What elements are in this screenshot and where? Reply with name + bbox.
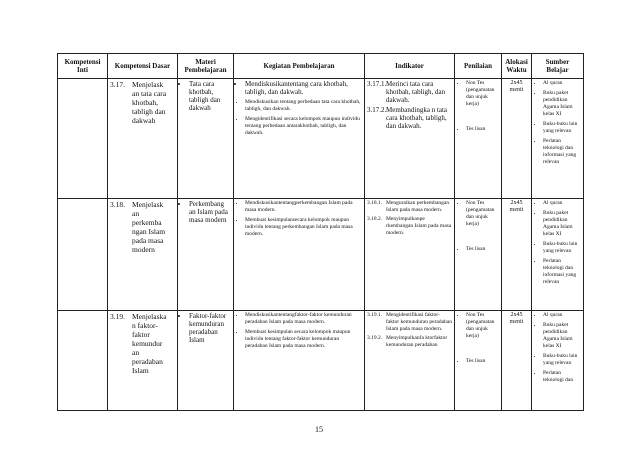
table-row: [58, 199, 584, 311]
indikator-number: 3.19.2.: [367, 335, 383, 341]
kegiatan-cell: [234, 199, 365, 311]
header-materi: Materi Pembelajaran: [178, 54, 234, 79]
indikator-text: Merinci tata cara khotbah, tabligh, dan dakwah.: [386, 80, 446, 104]
penilaian-item: • Tes lisan: [466, 358, 499, 365]
page-number: 15: [315, 425, 323, 434]
penilaian-item: • Non Tes (pengamatan dan unjuk kerja): [466, 80, 499, 108]
sumber-item: • Al quran: [543, 200, 581, 207]
kompetensi-inti-cell: [58, 311, 108, 411]
header-kegiatan: Kegiatan Pembelajaran: [234, 54, 365, 79]
sumber-item: • Buku paket pendidikan Agama Islam kelas XI: [543, 90, 581, 118]
penilaian-item: • Tes lisan: [466, 126, 499, 133]
indikator-text: Membandingka n tata cara khotbah, tabligh, dan dakwah.: [386, 106, 448, 130]
sumber-item: • Al quran: [543, 80, 581, 87]
kegiatan-item: • Membuat kesimpulan secara kelompok maupun individu tentang faktor-faktor kemunduran peradaban Islam pada masa modern.: [245, 329, 362, 350]
kegiatan-cell: [234, 79, 365, 199]
materi-cell: [178, 311, 234, 411]
sumber-item: • Buku-buku lain yang relevan: [543, 353, 581, 367]
sumber-belajar-cell: [532, 311, 584, 411]
kompetensi-inti-cell: [58, 199, 108, 311]
materi-item: • Perkembang an Islam pada masa modern: [189, 200, 231, 224]
kegiatan-cell: [234, 311, 365, 411]
indikator-number: 3.19.1.: [367, 312, 383, 318]
indikator-item: [367, 312, 452, 333]
indikator-item: [367, 80, 452, 104]
sumber-item: • Buku-buku lain yang relevan: [543, 121, 581, 135]
indikator-item: [367, 216, 452, 237]
materi-item: • Tata cara khotbah, tabligh dan dakwah: [189, 80, 231, 112]
penilaian-item: • Tes lisan: [466, 246, 499, 253]
syllabus-table: [57, 53, 584, 411]
header-indikator: Indikator: [365, 54, 455, 79]
kegiatan-item: • Membuat kesimpulansecara kelompok maupun individu tentang perkembangan Islam pada masa modern.: [245, 217, 362, 238]
indikator-item: [367, 106, 452, 130]
indikator-number: 3.18.2.: [367, 216, 383, 222]
kompetensi-dasar-cell: [108, 79, 178, 199]
kd-text: Menjelask an perkemba ngan Islam pada masa modern: [132, 200, 166, 254]
header-sumber-belajar: Sumber Belajar: [532, 54, 584, 79]
materi-cell: [178, 199, 234, 311]
header-row: [58, 54, 584, 79]
table-row: [58, 311, 584, 411]
sumber-item: • Buku paket pendidikan Agama Islam kelas XI: [543, 210, 581, 238]
penilaian-item: • Non Tes (pengamatan dan unjuk kerja): [466, 200, 499, 228]
penilaian-item: • Non Tes (pengamatan dan unjuk kerja): [466, 312, 499, 340]
sumber-item: • Buku paket pendidikan Agama Islam kelas XI: [543, 322, 581, 350]
indikator-item: [367, 200, 452, 214]
sumber-item: • Perlatan teknologi dan: [543, 370, 581, 384]
indikator-number: 3.18.1.: [367, 200, 383, 206]
indikator-cell: [365, 79, 455, 199]
kompetensi-dasar-cell: [108, 199, 178, 311]
kegiatan-item: • Mendiskusikan tentang perbedaan tata cara khotbah, tabligh, dan dakwah.: [245, 99, 362, 113]
sumber-item: • Perlatan teknologi dan informasi yang relevan: [543, 258, 581, 286]
kd-text: Menjelaska n faktor-faktor kemundur an peradaban Islam: [132, 312, 167, 375]
materi-cell: [178, 79, 234, 199]
sumber-item: • Perlatan teknologi dan informasi yang relevan: [543, 138, 581, 166]
kompetensi-inti-cell: [58, 79, 108, 199]
kd-number: 3.17.: [110, 80, 125, 89]
indikator-text: Menyimpulkanfa ktorfaktor kemunduran peradaban: [386, 335, 448, 348]
kd-number: 3.18.: [110, 200, 125, 209]
alokasi-waktu-cell: 2x45 menit: [502, 79, 532, 199]
header-alokasi-waktu: Alokasi Waktu: [502, 54, 532, 79]
kegiatan-item: • Mendiskusikantentangperkembangan Islam pada masa modern.: [245, 200, 362, 214]
alokasi-waktu-cell: 2x45 menit: [502, 199, 532, 311]
indikator-text: Menguraikan perkembangan Islam pada masa modern.: [386, 200, 450, 213]
table-row: [58, 79, 584, 199]
header-kompetensi-inti: Kompetensi Inti: [58, 54, 108, 79]
indikator-number: 3.17.2.: [367, 106, 387, 114]
kompetensi-dasar-cell: [108, 311, 178, 411]
kegiatan-item: • Mengidentifikasi secara kelompok maupun individu tentang perbedaan antarakhotbah, tabligh, dan dakwah.: [245, 116, 362, 137]
indikator-cell: [365, 199, 455, 311]
header-kompetensi-dasar: Kompetensi Dasar: [108, 54, 178, 79]
kd-text: Menjelask an tata cara khotbah, tabligh dan dakwah: [132, 80, 167, 125]
penilaian-cell: [455, 199, 502, 311]
penilaian-cell: [455, 79, 502, 199]
kegiatan-item: • Mendiskusikantentang cara khotbah, tabligh, dan dakwah.: [245, 80, 362, 96]
sumber-item: • Buku-buku lain yang relevan: [543, 241, 581, 255]
header-penilaian: Penilaian: [455, 54, 502, 79]
indikator-item: [367, 335, 452, 349]
alokasi-waktu-cell: 2x45 menit: [502, 311, 532, 411]
kd-number: 3.19.: [110, 312, 125, 321]
indikator-text: Menyimpulkanpe rkembangan Islam pada masa modern.: [386, 216, 452, 236]
penilaian-cell: [455, 311, 502, 411]
indikator-number: 3.17.1.: [367, 80, 387, 88]
sumber-belajar-cell: [532, 79, 584, 199]
sumber-item: • Al quran: [543, 312, 581, 319]
indikator-cell: [365, 311, 455, 411]
indikator-text: Mengidentifikasi faktor-faktor kemunduran peradaban Islam pada masa modern.: [386, 312, 452, 332]
kegiatan-item: • Mendiskusikantentangfaktor-faktor kemunduran peradaban Islam pada masa modern.: [245, 312, 362, 326]
sumber-belajar-cell: [532, 199, 584, 311]
materi-item: • Faktor-faktor kemunduran peradaban Islam: [189, 312, 231, 344]
